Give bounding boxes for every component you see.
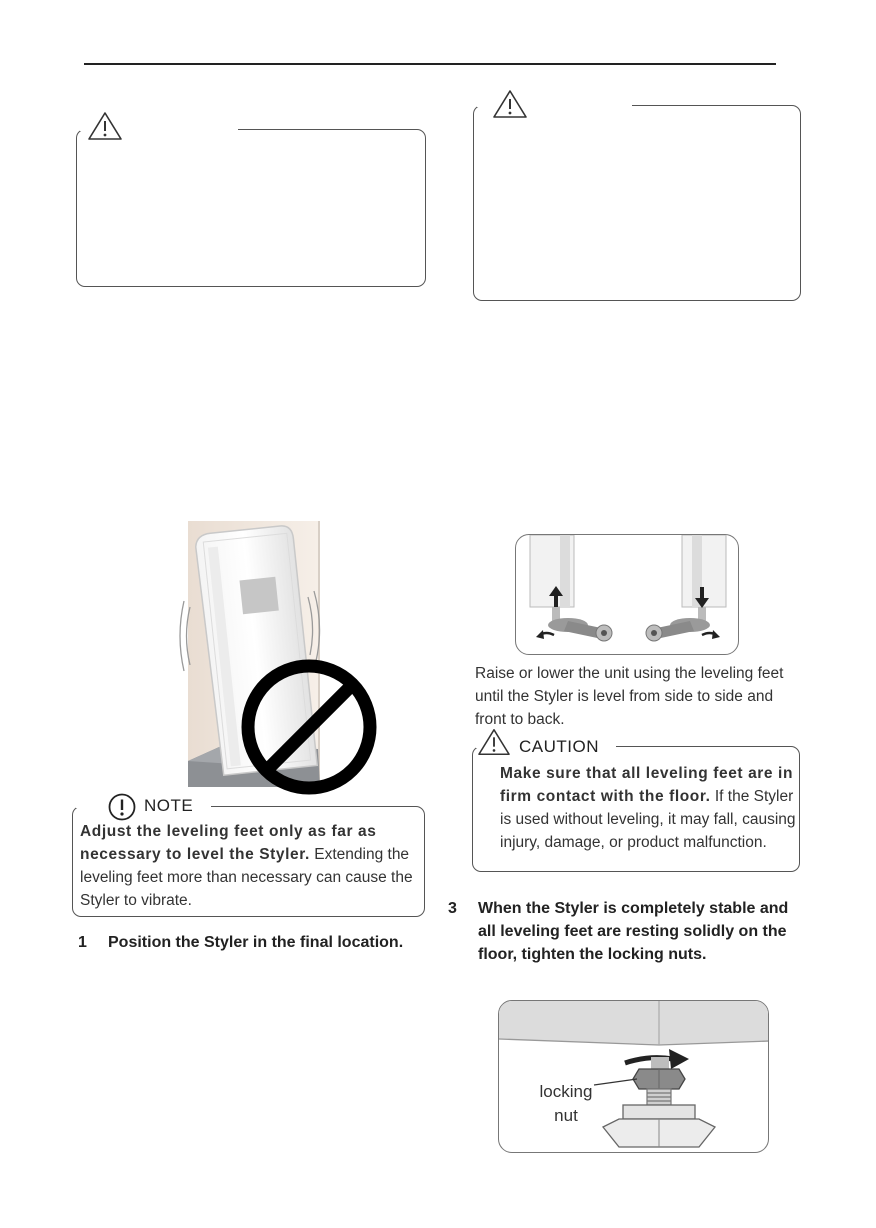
- note-icon: [107, 792, 137, 822]
- warning-icon: [86, 110, 124, 142]
- locking-nut-figure: [498, 1000, 769, 1153]
- note-label: NOTE: [140, 796, 197, 816]
- step-number: 3: [448, 900, 457, 917]
- leveling-feet-illustration: [516, 535, 739, 655]
- note-bold-text: Adjust the leveling feet only as far as necessary to level the Styler.: [80, 823, 377, 863]
- step-text: When the Styler is completely stable and all leveling feet are resting solidly on the floor, tighten the locking nuts.: [478, 900, 789, 963]
- caution-label: CAUTION: [515, 737, 603, 757]
- warning-icon: [476, 727, 512, 757]
- warning-icon: [491, 88, 529, 120]
- caution-text: [500, 762, 800, 854]
- locking-nut-label-line2: nut: [554, 1106, 578, 1125]
- leveling-caption: Raise or lower the unit using the leveling feet until the Styler is level from side to side and front to back.: [475, 665, 784, 728]
- prohibited-icon: [238, 656, 380, 798]
- step-text: Position the Styler in the final location.: [108, 934, 404, 951]
- warning-box-left: [76, 129, 426, 287]
- locking-nut-label-line1: locking: [539, 1082, 593, 1101]
- leveling-feet-figure: [515, 534, 739, 655]
- note-body-text: Extending the leveling feet more than necessary can cause the Styler to vibrate.: [80, 846, 413, 909]
- warning-box-right: [473, 105, 801, 301]
- caution-body-text: If the Styler is used without leveling, it may fall, causing injury, damage, or product malfunction.: [500, 788, 796, 851]
- step-number: 1: [78, 934, 87, 951]
- locking-nut-illustration: [499, 1001, 769, 1153]
- note-text: [80, 820, 425, 912]
- caution-bold-text: Make sure that all leveling feet are in firm contact with the floor.: [500, 765, 794, 805]
- header-rule: [84, 63, 776, 65]
- locking-nut-label: [536, 1080, 596, 1128]
